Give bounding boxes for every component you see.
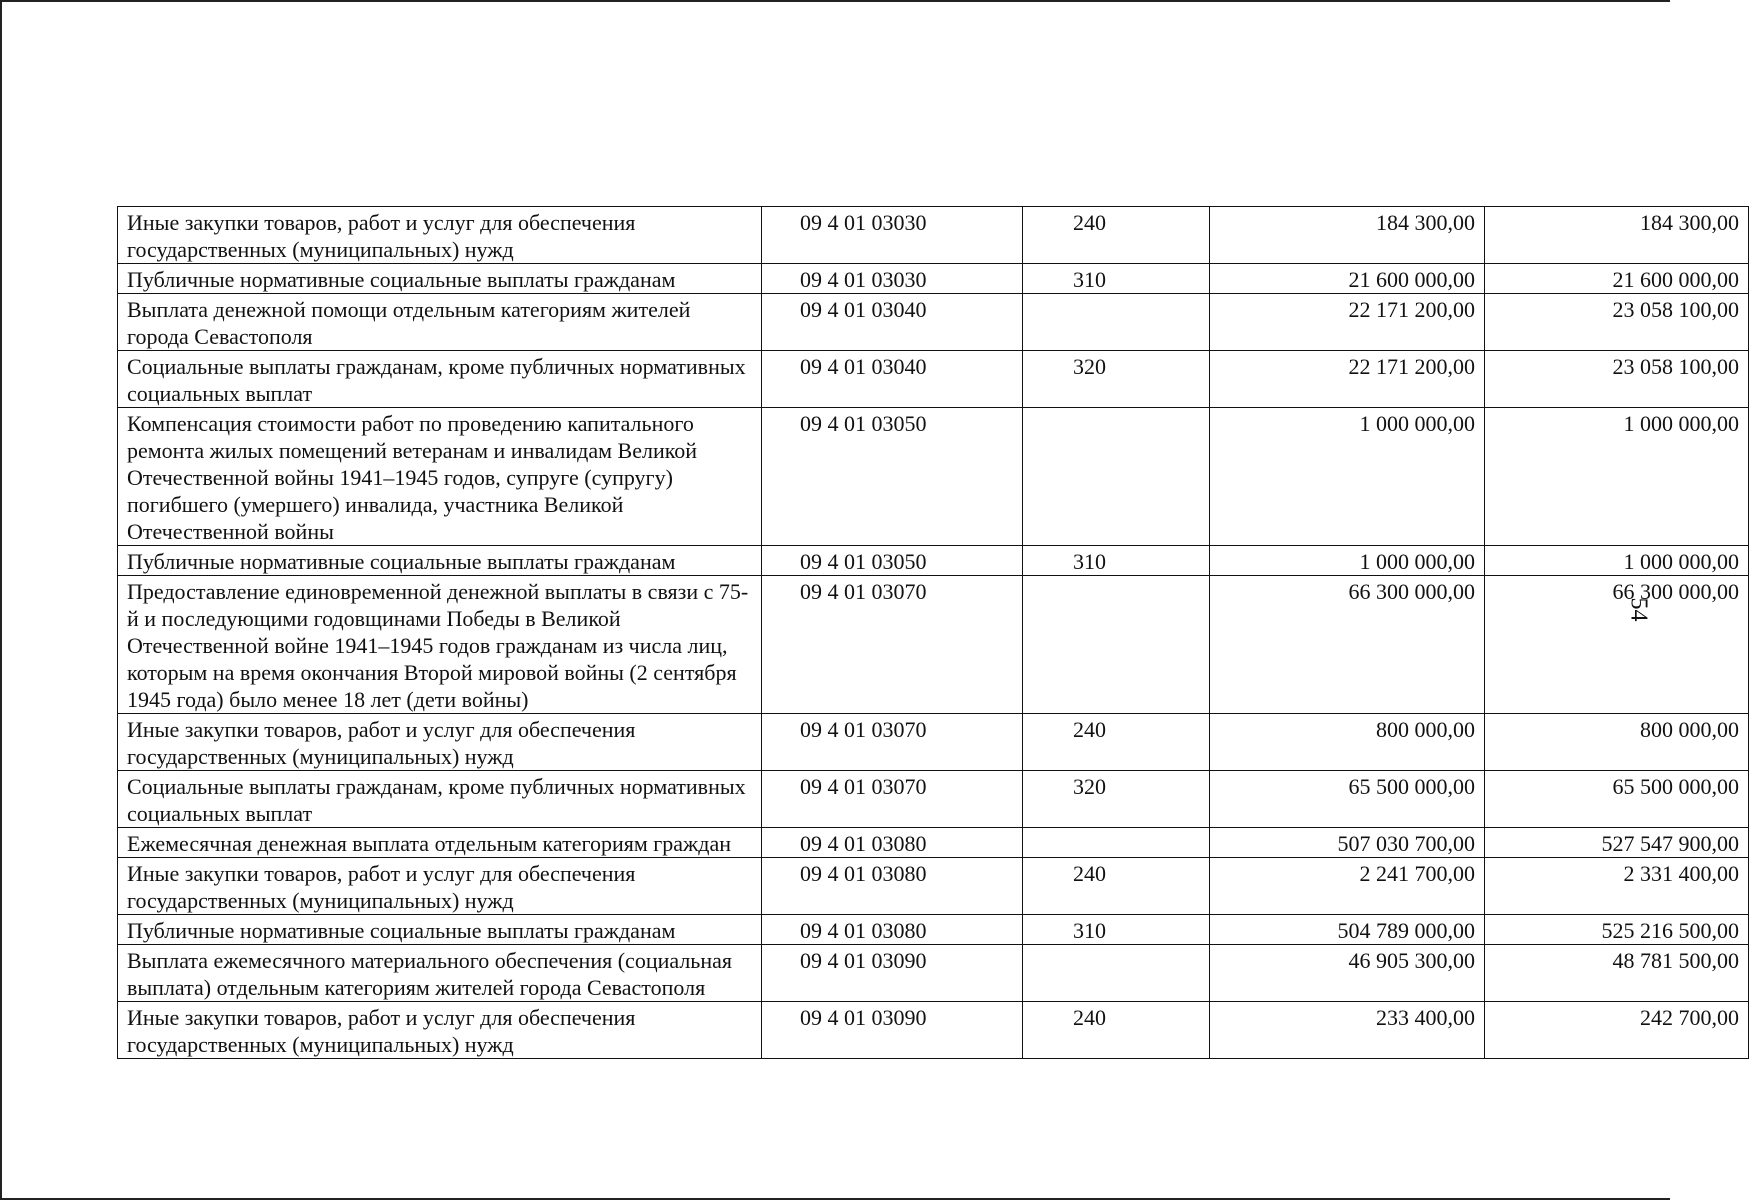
table-row <box>118 771 1749 828</box>
cell-amount-year1: 65 500 000,00 <box>1210 771 1485 828</box>
cell-amount-year2: 242 700,00 <box>1485 1002 1749 1059</box>
cell-name: Иные закупки товаров, работ и услуг для обеспечения государственных (муниципальных) нужд <box>118 858 762 915</box>
cell-name: Выплата ежемесячного материального обеспечения (социальная выплата) отдельным категориям жителей города Севастополя <box>118 945 762 1002</box>
cell-target-code: 09 4 01 03040 <box>762 294 1023 351</box>
table-row <box>118 351 1749 408</box>
cell-amount-year2: 23 058 100,00 <box>1485 294 1749 351</box>
cell-amount-year2: 1 000 000,00 <box>1485 408 1749 546</box>
cell-name: Компенсация стоимости работ по проведению капитального ремонта жилых помещений ветеранам и инвалидам Великой Отечественной войны 1941–1945 годов, супруге (супругу) погибшего (умершего) инвалида, участника Великой Отечественной войны <box>118 408 762 546</box>
cell-amount-year1: 504 789 000,00 <box>1210 915 1485 945</box>
table-row <box>118 294 1749 351</box>
cell-amount-year1: 46 905 300,00 <box>1210 945 1485 1002</box>
cell-amount-year2: 1 000 000,00 <box>1485 546 1749 576</box>
cell-amount-year2: 21 600 000,00 <box>1485 264 1749 294</box>
cell-target-code: 09 4 01 03070 <box>762 771 1023 828</box>
cell-expense-type: 240 <box>1023 1002 1210 1059</box>
table-row <box>118 945 1749 1002</box>
cell-amount-year2: 527 547 900,00 <box>1485 828 1749 858</box>
cell-expense-type: 320 <box>1023 771 1210 828</box>
cell-expense-type <box>1023 294 1210 351</box>
table-row <box>118 714 1749 771</box>
cell-expense-type: 240 <box>1023 207 1210 264</box>
cell-target-code: 09 4 01 03030 <box>762 264 1023 294</box>
cell-amount-year2: 23 058 100,00 <box>1485 351 1749 408</box>
cell-target-code: 09 4 01 03050 <box>762 546 1023 576</box>
cell-target-code: 09 4 01 03090 <box>762 1002 1023 1059</box>
cell-name: Публичные нормативные социальные выплаты гражданам <box>118 546 762 576</box>
scan-border-left <box>0 0 2 1200</box>
table-row <box>118 546 1749 576</box>
cell-expense-type <box>1023 408 1210 546</box>
budget-table <box>117 206 1749 1059</box>
cell-name: Ежемесячная денежная выплата отдельным категориям граждан <box>118 828 762 858</box>
cell-name: Социальные выплаты гражданам, кроме публичных нормативных социальных выплат <box>118 351 762 408</box>
cell-target-code: 09 4 01 03050 <box>762 408 1023 546</box>
table-row <box>118 1002 1749 1059</box>
cell-target-code: 09 4 01 03070 <box>762 576 1023 714</box>
cell-expense-type <box>1023 576 1210 714</box>
table-row <box>118 207 1749 264</box>
cell-amount-year2: 2 331 400,00 <box>1485 858 1749 915</box>
cell-name: Иные закупки товаров, работ и услуг для обеспечения государственных (муниципальных) нужд <box>118 714 762 771</box>
cell-amount-year1: 233 400,00 <box>1210 1002 1485 1059</box>
cell-name: Иные закупки товаров, работ и услуг для обеспечения государственных (муниципальных) нужд <box>118 1002 762 1059</box>
cell-target-code: 09 4 01 03080 <box>762 858 1023 915</box>
cell-amount-year1: 2 241 700,00 <box>1210 858 1485 915</box>
cell-expense-type: 240 <box>1023 714 1210 771</box>
table-row <box>118 264 1749 294</box>
cell-amount-year1: 507 030 700,00 <box>1210 828 1485 858</box>
cell-amount-year1: 66 300 000,00 <box>1210 576 1485 714</box>
cell-expense-type: 320 <box>1023 351 1210 408</box>
cell-amount-year1: 800 000,00 <box>1210 714 1485 771</box>
cell-amount-year2: 525 216 500,00 <box>1485 915 1749 945</box>
cell-amount-year1: 22 171 200,00 <box>1210 351 1485 408</box>
table-row <box>118 576 1749 714</box>
cell-amount-year2: 800 000,00 <box>1485 714 1749 771</box>
table-row <box>118 858 1749 915</box>
cell-target-code: 09 4 01 03080 <box>762 828 1023 858</box>
scan-border-top <box>0 0 1670 2</box>
cell-name: Публичные нормативные социальные выплаты гражданам <box>118 264 762 294</box>
cell-amount-year2: 184 300,00 <box>1485 207 1749 264</box>
cell-amount-year1: 184 300,00 <box>1210 207 1485 264</box>
cell-target-code: 09 4 01 03080 <box>762 915 1023 945</box>
cell-amount-year1: 21 600 000,00 <box>1210 264 1485 294</box>
cell-name: Иные закупки товаров, работ и услуг для обеспечения государственных (муниципальных) нужд <box>118 207 762 264</box>
cell-expense-type <box>1023 945 1210 1002</box>
cell-amount-year1: 22 171 200,00 <box>1210 294 1485 351</box>
cell-amount-year1: 1 000 000,00 <box>1210 408 1485 546</box>
cell-expense-type: 310 <box>1023 915 1210 945</box>
cell-expense-type: 310 <box>1023 546 1210 576</box>
cell-name: Социальные выплаты гражданам, кроме публичных нормативных социальных выплат <box>118 771 762 828</box>
cell-expense-type: 240 <box>1023 858 1210 915</box>
cell-target-code: 09 4 01 03040 <box>762 351 1023 408</box>
cell-name: Предоставление единовременной денежной выплаты в связи с 75-й и последующими годовщинами Победы в Великой Отечественной войне 1941–1945 годов гражданам из числа лиц, которым на время окончания Второй мировой войны (2 сентября 1945 года) было менее 18 лет (дети войны) <box>118 576 762 714</box>
table-row <box>118 828 1749 858</box>
cell-expense-type: 310 <box>1023 264 1210 294</box>
table-row <box>118 915 1749 945</box>
table-row <box>118 408 1749 546</box>
cell-target-code: 09 4 01 03070 <box>762 714 1023 771</box>
cell-amount-year2: 66 300 000,00 <box>1485 576 1749 714</box>
cell-expense-type <box>1023 828 1210 858</box>
page-number: 54 <box>1625 597 1652 622</box>
cell-amount-year1: 1 000 000,00 <box>1210 546 1485 576</box>
cell-amount-year2: 48 781 500,00 <box>1485 945 1749 1002</box>
cell-name: Выплата денежной помощи отдельным категориям жителей города Севастополя <box>118 294 762 351</box>
cell-target-code: 09 4 01 03030 <box>762 207 1023 264</box>
table-body <box>118 207 1749 1059</box>
cell-amount-year2: 65 500 000,00 <box>1485 771 1749 828</box>
cell-target-code: 09 4 01 03090 <box>762 945 1023 1002</box>
cell-name: Публичные нормативные социальные выплаты гражданам <box>118 915 762 945</box>
